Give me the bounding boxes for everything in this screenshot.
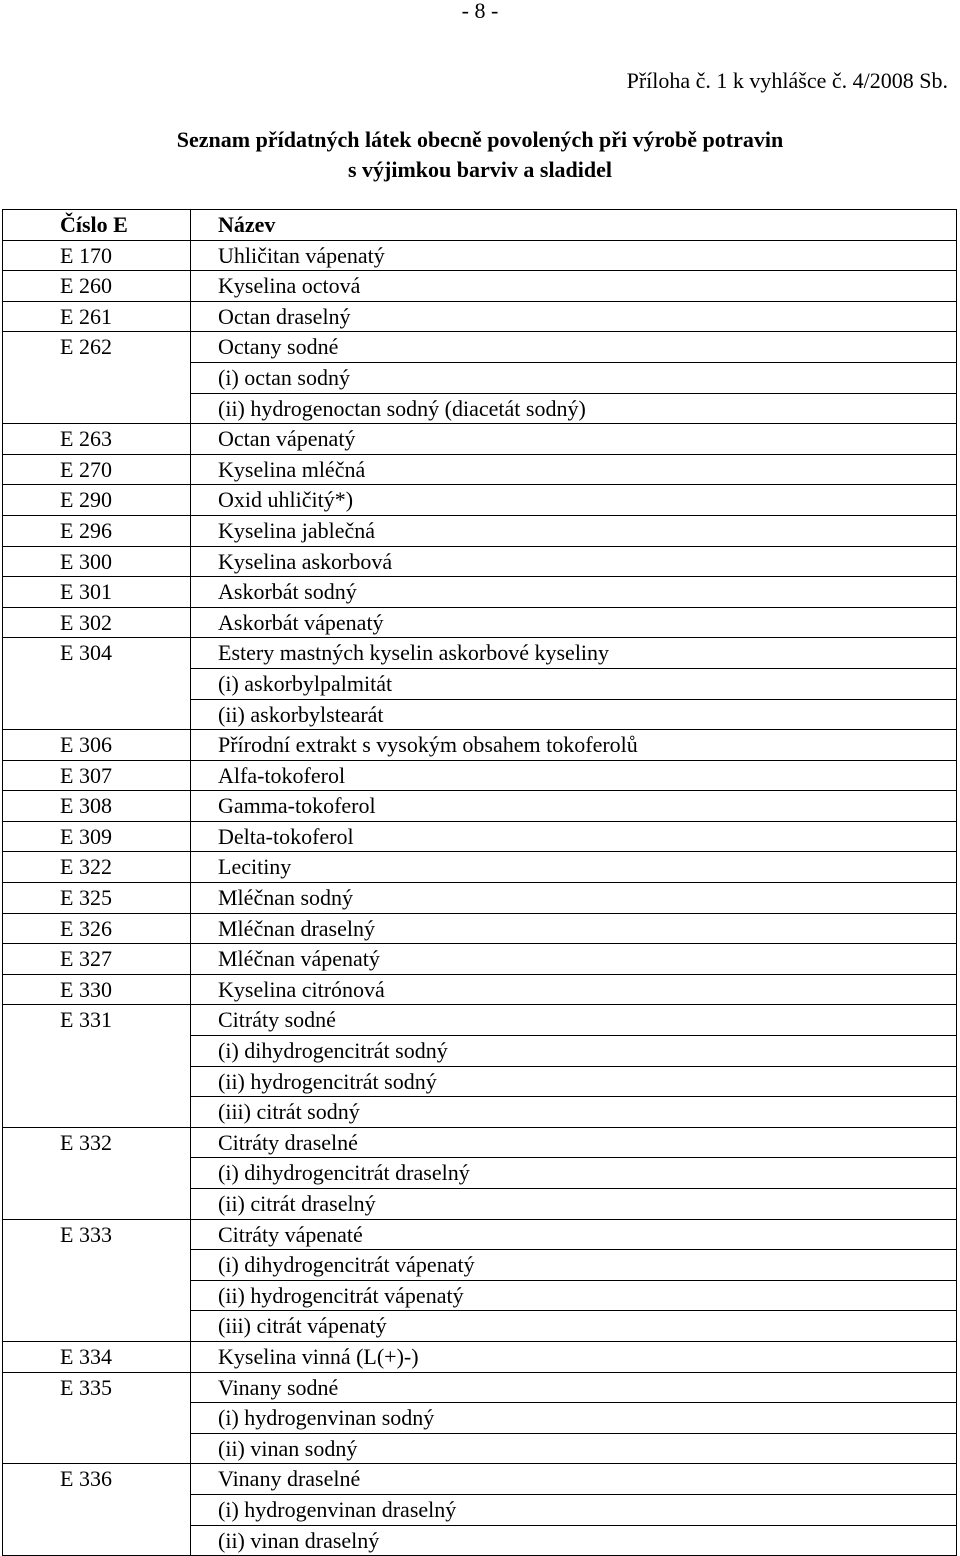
additive-code: E 306 [3,730,191,761]
additive-code: E 307 [3,760,191,791]
table-row [3,974,957,1005]
additive-name: Uhličitan vápenatý [218,242,385,268]
additive-subname: (i) askorbylpalmitát [191,668,956,699]
additive-code: E 334 [3,1341,191,1372]
additive-name: Alfa-tokoferol [218,762,346,788]
additive-name-cell [191,240,957,271]
additive-subname: (i) octan sodný [191,362,956,393]
additive-name-cell [191,944,957,975]
document-title [0,125,960,185]
additive-name: Kyselina mléčná [218,456,366,482]
additive-code: E 308 [3,791,191,822]
additive-name: Vinany draselné [218,1466,361,1492]
additive-name: Lecitiny [218,854,292,880]
additive-name: Estery mastných kyselin askorbové kyseliny [218,640,610,666]
additive-name-cell [191,271,957,302]
additive-name-cell [191,1372,957,1464]
table-row [3,1005,957,1127]
additive-subname: (i) dihydrogencitrát sodný [191,1035,956,1066]
additive-name: Gamma-tokoferol [218,793,376,819]
additive-name: Mléčnan vápenatý [218,946,380,972]
additive-name-cell [191,301,957,332]
additive-code: E 270 [3,454,191,485]
additive-name-cell [191,791,957,822]
additive-name: Mléčnan draselný [218,915,375,941]
table-row [3,271,957,302]
table-row [3,332,957,424]
additive-name-cell [191,515,957,546]
additive-subname: (iii) citrát vápenatý [191,1310,956,1341]
additive-subname: (i) dihydrogencitrát vápenatý [191,1249,956,1280]
additive-name: Octan draselný [218,303,351,329]
additive-code: E 263 [3,424,191,455]
additive-name: Oxid uhličitý*) [218,487,354,513]
additive-name-cell [191,730,957,761]
table-row [3,240,957,271]
additive-code: E 262 [3,332,191,424]
additive-subname: (ii) citrát draselný [191,1188,956,1219]
table-row [3,791,957,822]
additive-name-cell [191,760,957,791]
additive-name: Citráty draselné [218,1129,358,1155]
additive-subname: (ii) hydrogencitrát vápenatý [191,1280,956,1311]
title-line-1: Seznam přídatných látek obecně povolených při výrobě potravin [176,127,784,152]
additive-subname: (i) dihydrogencitrát draselný [191,1157,956,1188]
table-row [3,546,957,577]
additive-code: E 302 [3,607,191,638]
table-row [3,1341,957,1372]
additive-code: E 326 [3,913,191,944]
additive-code: E 332 [3,1127,191,1219]
table-row [3,607,957,638]
additive-subname: (ii) vinan sodný [191,1433,956,1464]
additive-subname: (i) hydrogenvinan draselný [191,1494,956,1525]
additive-name-cell [191,913,957,944]
table-row [3,1372,957,1464]
additive-name: Kyselina citrónová [218,976,385,1002]
additive-name: Kyselina octová [218,273,361,299]
additive-name: Askorbát vápenatý [218,609,384,635]
additive-code: E 331 [3,1005,191,1127]
additive-name: Vinany sodné [218,1374,339,1400]
additive-name-cell [191,1219,957,1341]
table-row [3,301,957,332]
additive-name-cell [191,638,957,730]
additive-name-cell [191,1464,957,1556]
additive-code: E 296 [3,515,191,546]
title-line-2: s výjimkou barviv a sladidel [347,157,613,182]
table-header-row [3,210,957,241]
additive-name: Delta-tokoferol [218,823,354,849]
additive-name: Citráty vápenaté [218,1221,363,1247]
additive-name: Kyselina askorbová [218,548,393,574]
additive-subname: (ii) vinan draselný [191,1525,956,1556]
additive-code: E 300 [3,546,191,577]
table-row [3,1127,957,1219]
additive-subname: (i) hydrogenvinan sodný [191,1402,956,1433]
additive-name: Octany sodné [218,334,339,360]
additive-code: E 260 [3,271,191,302]
additive-subname: (iii) citrát sodný [191,1096,956,1127]
table-row [3,638,957,730]
additive-code: E 330 [3,974,191,1005]
additive-subname: (ii) hydrogencitrát sodný [191,1066,956,1097]
page-number: - 8 - [461,0,499,23]
additive-name-cell [191,577,957,608]
header-name: Název [191,210,957,241]
header-code: Číslo E [3,210,191,241]
table-row [3,730,957,761]
additive-name: Octan vápenatý [218,426,356,452]
appendix-note: Příloha č. 1 k vyhlášce č. 4/2008 Sb. [626,68,948,93]
additive-subname: (ii) askorbylstearát [191,699,956,730]
additive-name: Kyselina jablečná [218,517,375,543]
table-row [3,821,957,852]
additive-name-cell [191,852,957,883]
additive-subname: (ii) hydrogenoctan sodný (diacetát sodný) [191,393,956,424]
table-row [3,485,957,516]
additive-name-cell [191,332,957,424]
additive-name-cell [191,1341,957,1372]
additive-code: E 290 [3,485,191,516]
additive-name-cell [191,1005,957,1127]
additive-code: E 261 [3,301,191,332]
additive-name: Přírodní extrakt s vysokým obsahem tokoferolů [218,732,638,758]
additives-table [2,209,957,1556]
additive-code: E 335 [3,1372,191,1464]
additive-code: E 170 [3,240,191,271]
additive-name-cell [191,485,957,516]
table-row [3,944,957,975]
table-row [3,515,957,546]
additive-code: E 309 [3,821,191,852]
table-row [3,760,957,791]
table-row [3,454,957,485]
additive-code: E 322 [3,852,191,883]
table-row [3,1219,957,1341]
additive-name: Kyselina vinná (L(+)-) [218,1343,419,1369]
additive-code: E 333 [3,1219,191,1341]
additive-name-cell [191,1127,957,1219]
additive-name: Mléčnan sodný [218,885,354,911]
additive-name-cell [191,454,957,485]
additive-name: Askorbát sodný [218,579,357,605]
table-row [3,852,957,883]
table-row [3,424,957,455]
table-row [3,883,957,914]
additive-name-cell [191,546,957,577]
additive-name: Citráty sodné [218,1007,336,1033]
additive-code: E 304 [3,638,191,730]
table-row [3,1464,957,1556]
table-row [3,577,957,608]
additive-code: E 325 [3,883,191,914]
additive-name-cell [191,607,957,638]
additive-name-cell [191,424,957,455]
additive-code: E 327 [3,944,191,975]
additive-name-cell [191,821,957,852]
additive-code: E 336 [3,1464,191,1556]
additive-code: E 301 [3,577,191,608]
additive-name-cell [191,883,957,914]
additive-name-cell [191,974,957,1005]
table-row [3,913,957,944]
